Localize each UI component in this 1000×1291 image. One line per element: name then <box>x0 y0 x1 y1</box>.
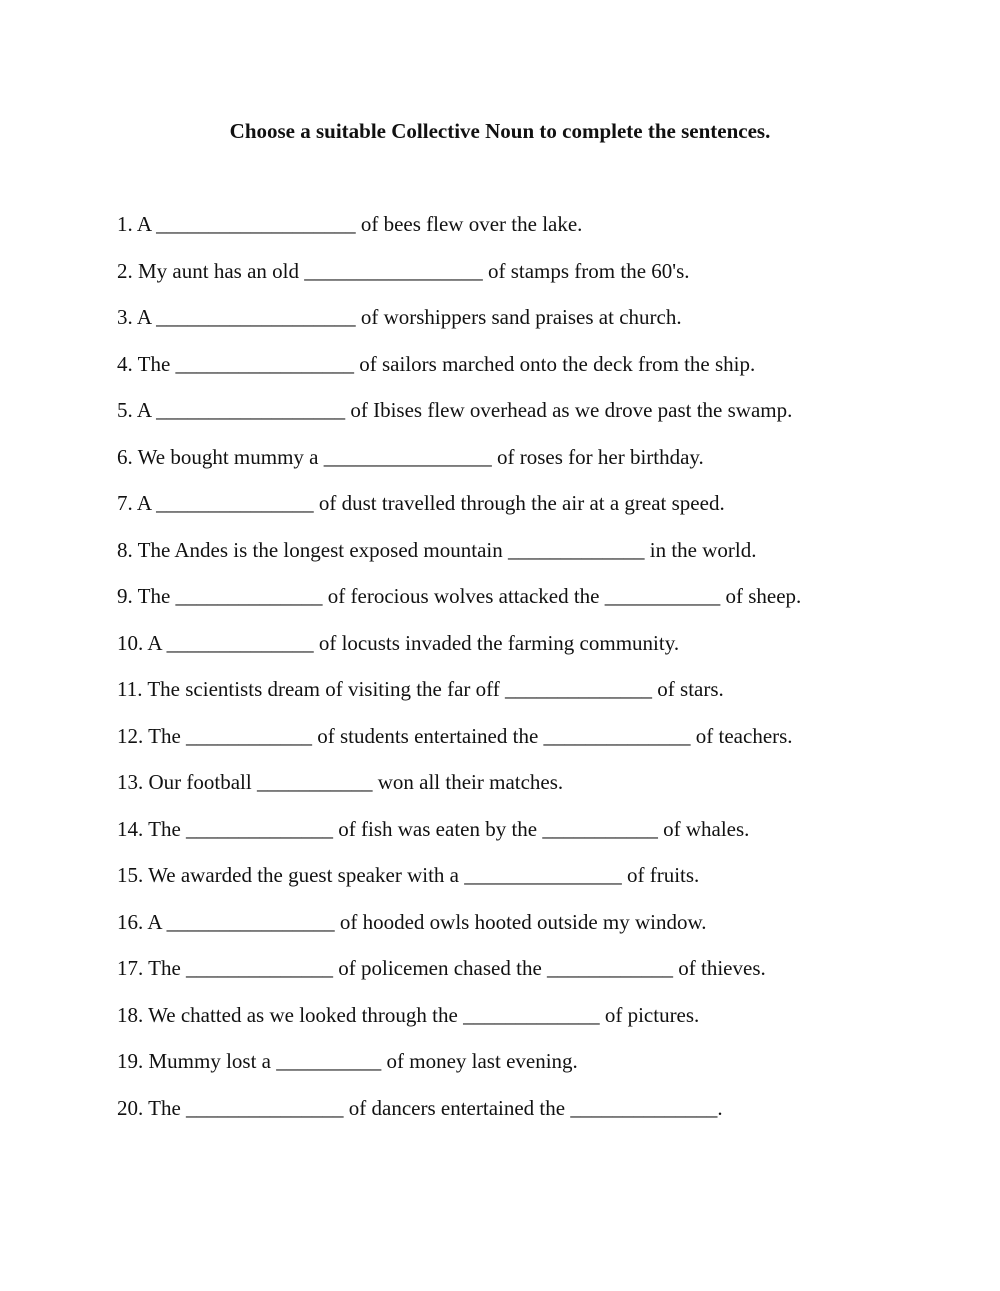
sentence-item: 10. A ______________ of locusts invaded the farming community. <box>117 630 680 655</box>
sentence-item: 5. A __________________ of Ibises flew overhead as we drove past the swamp. <box>117 398 793 422</box>
sentence-item: 3. A ___________________ of worshippers sand praises at church. <box>117 305 682 329</box>
sentence-item: 12. The ____________ of students entertained the ______________ of teachers. <box>117 723 793 748</box>
sentence-item: 19. Mummy lost a __________ of money last evening. <box>117 1049 578 1073</box>
sentence-item: 7. A _______________ of dust travelled through the air at a great speed. <box>117 491 725 515</box>
sentence-item: 4. The _________________ of sailors marched onto the deck from the ship. <box>117 351 756 376</box>
sentence-item: 20. The _______________ of dancers entertained the ______________. <box>117 1095 723 1120</box>
sentence-item: 11. The scientists dream of visiting the far off ______________ of stars. <box>117 677 724 701</box>
sentence-item: 2. My aunt has an old _________________ of stamps from the 60's. <box>117 258 690 283</box>
sentence-item: 6. We bought mummy a ________________ of roses for her birthday. <box>117 444 704 469</box>
sentence-item: 15. We awarded the guest speaker with a _______________ of fruits. <box>117 863 700 887</box>
sentence-item: 17. The ______________ of policemen chased the ____________ of thieves. <box>117 956 766 980</box>
sentence-item: 8. The Andes is the longest exposed mountain _____________ in the world. <box>117 537 757 562</box>
sentence-item: 14. The ______________ of fish was eaten by the ___________ of whales. <box>117 816 750 841</box>
sentence-list <box>117 208 977 1138</box>
worksheet-title: Choose a suitable Collective Noun to complete the sentences. <box>229 119 771 143</box>
sentence-item: 18. We chatted as we looked through the _____________ of pictures. <box>117 1002 700 1027</box>
sentence-item: 13. Our football ___________ won all their matches. <box>117 770 564 794</box>
sentence-item: 9. The ______________ of ferocious wolves attacked the ___________ of sheep. <box>117 584 802 608</box>
sentence-item: 1. A ___________________ of bees flew over the lake. <box>117 212 583 236</box>
sentence-item: 16. A ________________ of hooded owls hooted outside my window. <box>117 909 707 934</box>
